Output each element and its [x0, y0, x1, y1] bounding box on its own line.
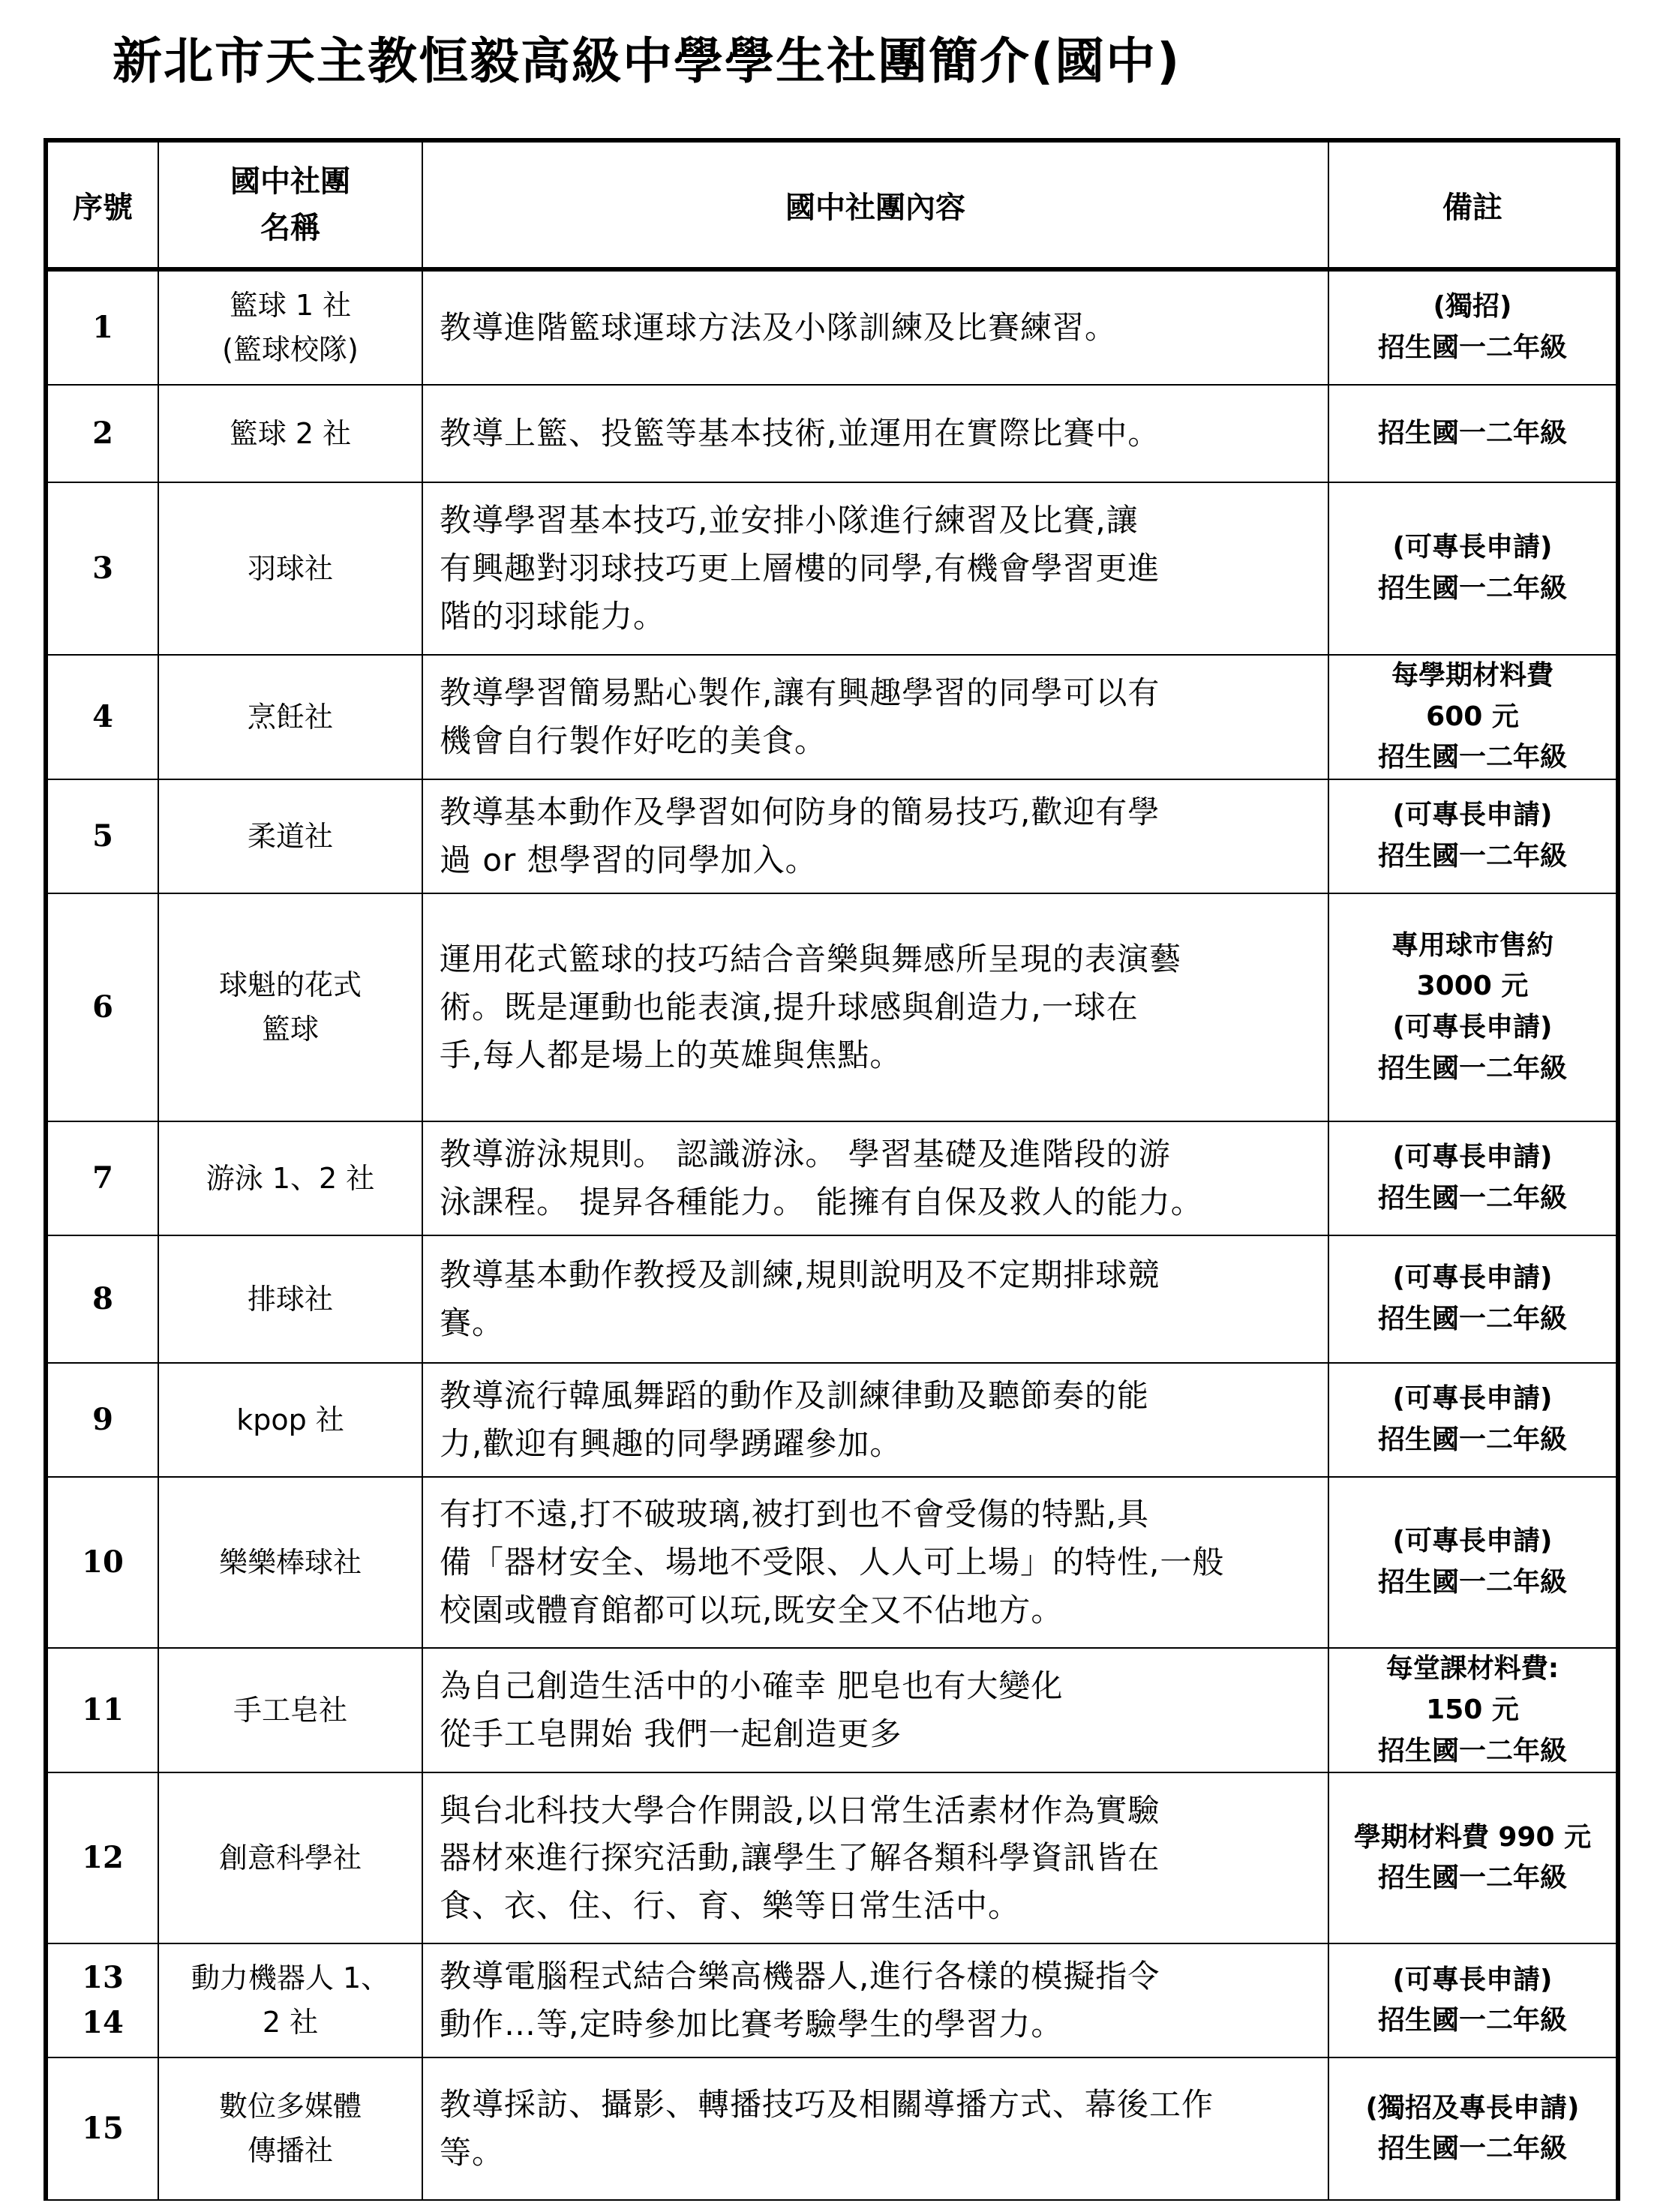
club-name-line: 球魁的花式	[218, 968, 362, 1002]
club-remarks	[1328, 1648, 1618, 1772]
club-name-line: 游泳 1、2 社	[206, 1161, 375, 1195]
club-number	[46, 1121, 158, 1235]
club-description	[422, 779, 1328, 893]
club-remarks-line: 3000 元	[1416, 971, 1529, 1002]
table-row	[46, 779, 1618, 893]
club-number-line: 15	[82, 2111, 124, 2147]
club-description	[422, 1235, 1328, 1363]
club-name-line: 羽球社	[247, 551, 333, 585]
club-description	[422, 1943, 1328, 2057]
header-number: 序號	[46, 140, 158, 269]
club-description-line: 器材來進行探究活動,讓學生了解各類科學資訊皆在	[440, 1839, 1160, 1877]
club-description	[422, 1477, 1328, 1648]
club-number	[46, 893, 158, 1121]
club-remarks-line: 招生國一二年級	[1377, 841, 1567, 872]
club-remarks-line: (可專長申請)	[1392, 1012, 1553, 1043]
club-number	[46, 779, 158, 893]
club-description-line: 教導游泳規則。 認識游泳。 學習基礎及進階段的游	[440, 1136, 1171, 1173]
club-remarks-line: (可專長申請)	[1392, 1262, 1553, 1294]
club-name-line: 手工皂社	[233, 1693, 347, 1727]
club-remarks	[1328, 385, 1618, 482]
table-row	[46, 385, 1618, 482]
club-remarks-line: (可專長申請)	[1392, 532, 1553, 563]
club-table	[44, 138, 1620, 2201]
club-number-line: 8	[92, 1281, 113, 1317]
club-description-line: 機會自行製作好吃的美食。	[440, 722, 827, 760]
club-description-line: 賽。	[440, 1304, 505, 1342]
table-row	[46, 893, 1618, 1121]
club-remarks-line: 專用球市售約	[1391, 929, 1553, 961]
club-remarks-line: 招生國一二年級	[1377, 573, 1567, 604]
club-remarks-line: 招生國一二年級	[1377, 1304, 1567, 1335]
header-club-name-line: 國中社團	[230, 164, 350, 199]
club-description-line: 備「器材安全、場地不受限、人人可上場」的特性,一般	[440, 1544, 1225, 1581]
club-description-line: 教導採訪、攝影、轉播技巧及相關導播方式、幕後工作	[440, 2086, 1214, 2123]
club-number	[46, 1943, 158, 2057]
club-description-line: 等。	[440, 2134, 505, 2171]
club-remarks	[1328, 893, 1618, 1121]
club-remarks	[1328, 1943, 1618, 2057]
club-remarks-line: 招生國一二年級	[1377, 1862, 1567, 1894]
club-remarks-line: (可專長申請)	[1392, 1526, 1553, 1557]
club-number	[46, 1648, 158, 1772]
club-number	[46, 1363, 158, 1477]
club-name-line: 籃球 2 社	[229, 416, 352, 450]
club-remarks	[1328, 1477, 1618, 1648]
club-remarks	[1328, 482, 1618, 655]
club-number-line: 6	[92, 989, 113, 1025]
club-name-line: 烹飪社	[247, 700, 333, 734]
club-number-line: 1	[92, 310, 113, 345]
club-description-line: 有興趣對羽球技巧更上層樓的同學,有機會學習更進	[440, 550, 1160, 587]
club-name	[158, 779, 422, 893]
club-description	[422, 1772, 1328, 1943]
club-number-line: 3	[92, 551, 113, 586]
club-description	[422, 1363, 1328, 1477]
club-remarks-line: (獨招及專長申請)	[1365, 2092, 1580, 2123]
club-name-line: (籃球校隊)	[222, 333, 359, 366]
club-remarks-line: 學期材料費 990 元	[1353, 1821, 1592, 1853]
club-description-line: 泳課程。 提昇各種能力。 能擁有自保及救人的能力。	[440, 1184, 1203, 1221]
table-row	[46, 269, 1618, 385]
club-remarks-line: 招生國一二年級	[1377, 2133, 1567, 2165]
club-name-line: 動力機器人 1、	[191, 1961, 390, 1995]
club-name-line: 籃球 1 社	[229, 289, 352, 323]
club-remarks	[1328, 2057, 1618, 2200]
club-remarks	[1328, 1121, 1618, 1235]
club-remarks-line: 600 元	[1426, 701, 1519, 732]
club-name	[158, 1772, 422, 1943]
club-name	[158, 482, 422, 655]
table-row	[46, 1363, 1618, 1477]
club-number	[46, 1477, 158, 1648]
club-description-line: 教導進階籃球運球方法及小隊訓練及比賽練習。	[440, 309, 1118, 347]
club-description	[422, 893, 1328, 1121]
club-description-line: 過 or 想學習的同學加入。	[440, 842, 818, 879]
club-name	[158, 1648, 422, 1772]
club-description	[422, 1121, 1328, 1235]
club-remarks-line: 招生國一二年級	[1377, 2005, 1567, 2036]
club-number-line: 14	[82, 2005, 124, 2041]
club-name-line: kpop 社	[236, 1403, 344, 1436]
club-remarks	[1328, 655, 1618, 779]
club-description-line: 為自己創造生活中的小確幸 肥皂也有大變化	[440, 1667, 1064, 1705]
club-number-line: 10	[82, 1544, 124, 1580]
club-description-line: 食、衣、住、行、育、樂等日常生活中。	[440, 1887, 1021, 1925]
table-row	[46, 1477, 1618, 1648]
club-number-line: 2	[92, 416, 113, 451]
club-remarks-line: 招生國一二年級	[1377, 742, 1567, 773]
club-remarks	[1328, 779, 1618, 893]
club-number	[46, 1772, 158, 1943]
club-number-line: 5	[92, 818, 113, 854]
club-name	[158, 1363, 422, 1477]
club-name-line: 排球社	[247, 1282, 333, 1316]
table-row	[46, 1772, 1618, 1943]
club-description-line: 教導學習簡易點心製作,讓有興趣學習的同學可以有	[440, 674, 1160, 712]
table-body	[46, 269, 1618, 2200]
club-description	[422, 655, 1328, 779]
table-row	[46, 1648, 1618, 1772]
table-row	[46, 655, 1618, 779]
club-number	[46, 655, 158, 779]
club-name-line: 創意科學社	[218, 1841, 362, 1874]
club-name	[158, 385, 422, 482]
table-header	[46, 140, 1618, 269]
club-description	[422, 385, 1328, 482]
club-remarks-line: 150 元	[1426, 1694, 1519, 1725]
club-description-line: 教導電腦程式結合樂高機器人,進行各樣的模擬指令	[440, 1958, 1160, 1995]
club-remarks-line: (可專長申請)	[1392, 800, 1553, 831]
club-description-line: 教導上籃、投籃等基本技術,並運用在實際比賽中。	[440, 415, 1160, 452]
club-name-line: 樂樂棒球社	[218, 1545, 362, 1579]
club-remarks-line: (獨招)	[1433, 291, 1512, 323]
club-remarks-line: 每學期材料費	[1391, 660, 1553, 691]
club-description-line: 階的羽球能力。	[440, 597, 666, 635]
club-name-line: 籃球	[261, 1013, 319, 1046]
club-remarks	[1328, 1235, 1618, 1363]
club-number	[46, 385, 158, 482]
club-name	[158, 1235, 422, 1363]
club-name	[158, 2057, 422, 2200]
club-number-line: 11	[82, 1692, 124, 1728]
club-name	[158, 1121, 422, 1235]
club-description	[422, 269, 1328, 385]
club-remarks-line: (可專長申請)	[1392, 1964, 1553, 1995]
table-row	[46, 1121, 1618, 1235]
club-description-line: 有打不遠,打不破玻璃,被打到也不會受傷的特點,具	[440, 1496, 1150, 1533]
table-row	[46, 1943, 1618, 2057]
club-remarks-line: 招生國一二年級	[1377, 1567, 1567, 1598]
club-description	[422, 482, 1328, 655]
table-row	[46, 1235, 1618, 1363]
club-name	[158, 269, 422, 385]
header-club-name-line: 名稱	[260, 211, 320, 245]
club-name	[158, 1943, 422, 2057]
club-description-line: 術。既是運動也能表演,提升球感與創造力,一球在	[440, 989, 1139, 1026]
club-remarks	[1328, 1363, 1618, 1477]
header-remarks: 備註	[1328, 140, 1618, 269]
club-number-line: 13	[82, 1960, 124, 1996]
club-remarks-line: 招生國一二年級	[1377, 1052, 1567, 1084]
club-description-line: 教導基本動作教授及訓練,規則說明及不定期排球競	[440, 1256, 1160, 1294]
club-number	[46, 1235, 158, 1363]
club-remarks	[1328, 1772, 1618, 1943]
header-club-name	[158, 140, 422, 269]
club-number	[46, 482, 158, 655]
club-description-line: 運用花式籃球的技巧結合音樂與舞感所呈現的表演藝	[440, 941, 1182, 978]
table-row	[46, 2057, 1618, 2200]
club-description-line: 教導學習基本技巧,並安排小隊進行練習及比賽,讓	[440, 502, 1139, 539]
club-remarks-line: 每堂課材料費:	[1385, 1653, 1559, 1685]
club-name-line: 數位多媒體	[218, 2090, 362, 2123]
page-title: 新北市天主教恒毅高級中學學生社團簡介(國中)	[113, 32, 1181, 90]
club-remarks-line: 招生國一二年級	[1377, 1424, 1567, 1456]
club-remarks-line: 招生國一二年級	[1377, 332, 1567, 363]
table-row	[46, 482, 1618, 655]
club-description	[422, 1648, 1328, 1772]
club-description-line: 力,歡迎有興趣的同學踴躍參加。	[440, 1425, 902, 1463]
club-description-line: 校園或體育館都可以玩,既安全又不佔地方。	[440, 1592, 1064, 1629]
club-name-line: 2 社	[262, 2006, 319, 2039]
club-remarks-line: 招生國一二年級	[1377, 417, 1567, 449]
club-remarks-line: 招生國一二年級	[1377, 1183, 1567, 1214]
header-club-content: 國中社團內容	[422, 140, 1328, 269]
club-remarks	[1328, 269, 1618, 385]
club-name	[158, 655, 422, 779]
club-name	[158, 1477, 422, 1648]
club-remarks-line: (可專長申請)	[1392, 1383, 1553, 1415]
club-name-line: 柔道社	[247, 819, 333, 853]
club-description-line: 手,每人都是場上的英雄與焦點。	[440, 1037, 902, 1074]
club-number-line: 9	[92, 1402, 113, 1438]
club-number	[46, 2057, 158, 2200]
club-number-line: 7	[92, 1160, 113, 1196]
club-description-line: 教導流行韓風舞蹈的動作及訓練律動及聽節奏的能	[440, 1377, 1150, 1415]
club-number-line: 12	[82, 1840, 124, 1876]
header-row	[46, 140, 1618, 269]
club-name	[158, 893, 422, 1121]
club-description-line: 教導基本動作及學習如何防身的簡易技巧,歡迎有學	[440, 794, 1160, 831]
club-name-line: 傳播社	[247, 2134, 333, 2168]
club-description	[422, 2057, 1328, 2200]
club-description-line: 動作…等,定時參加比賽考驗學生的學習力。	[440, 2006, 1064, 2043]
club-number	[46, 269, 158, 385]
club-description-line: 與台北科技大學合作開設,以日常生活素材作為實驗	[440, 1791, 1160, 1829]
club-number-line: 4	[92, 699, 113, 735]
club-remarks-line: (可專長申請)	[1392, 1142, 1553, 1173]
club-description-line: 從手工皂開始 我們一起創造更多	[440, 1715, 902, 1753]
club-remarks-line: 招生國一二年級	[1377, 1735, 1567, 1766]
